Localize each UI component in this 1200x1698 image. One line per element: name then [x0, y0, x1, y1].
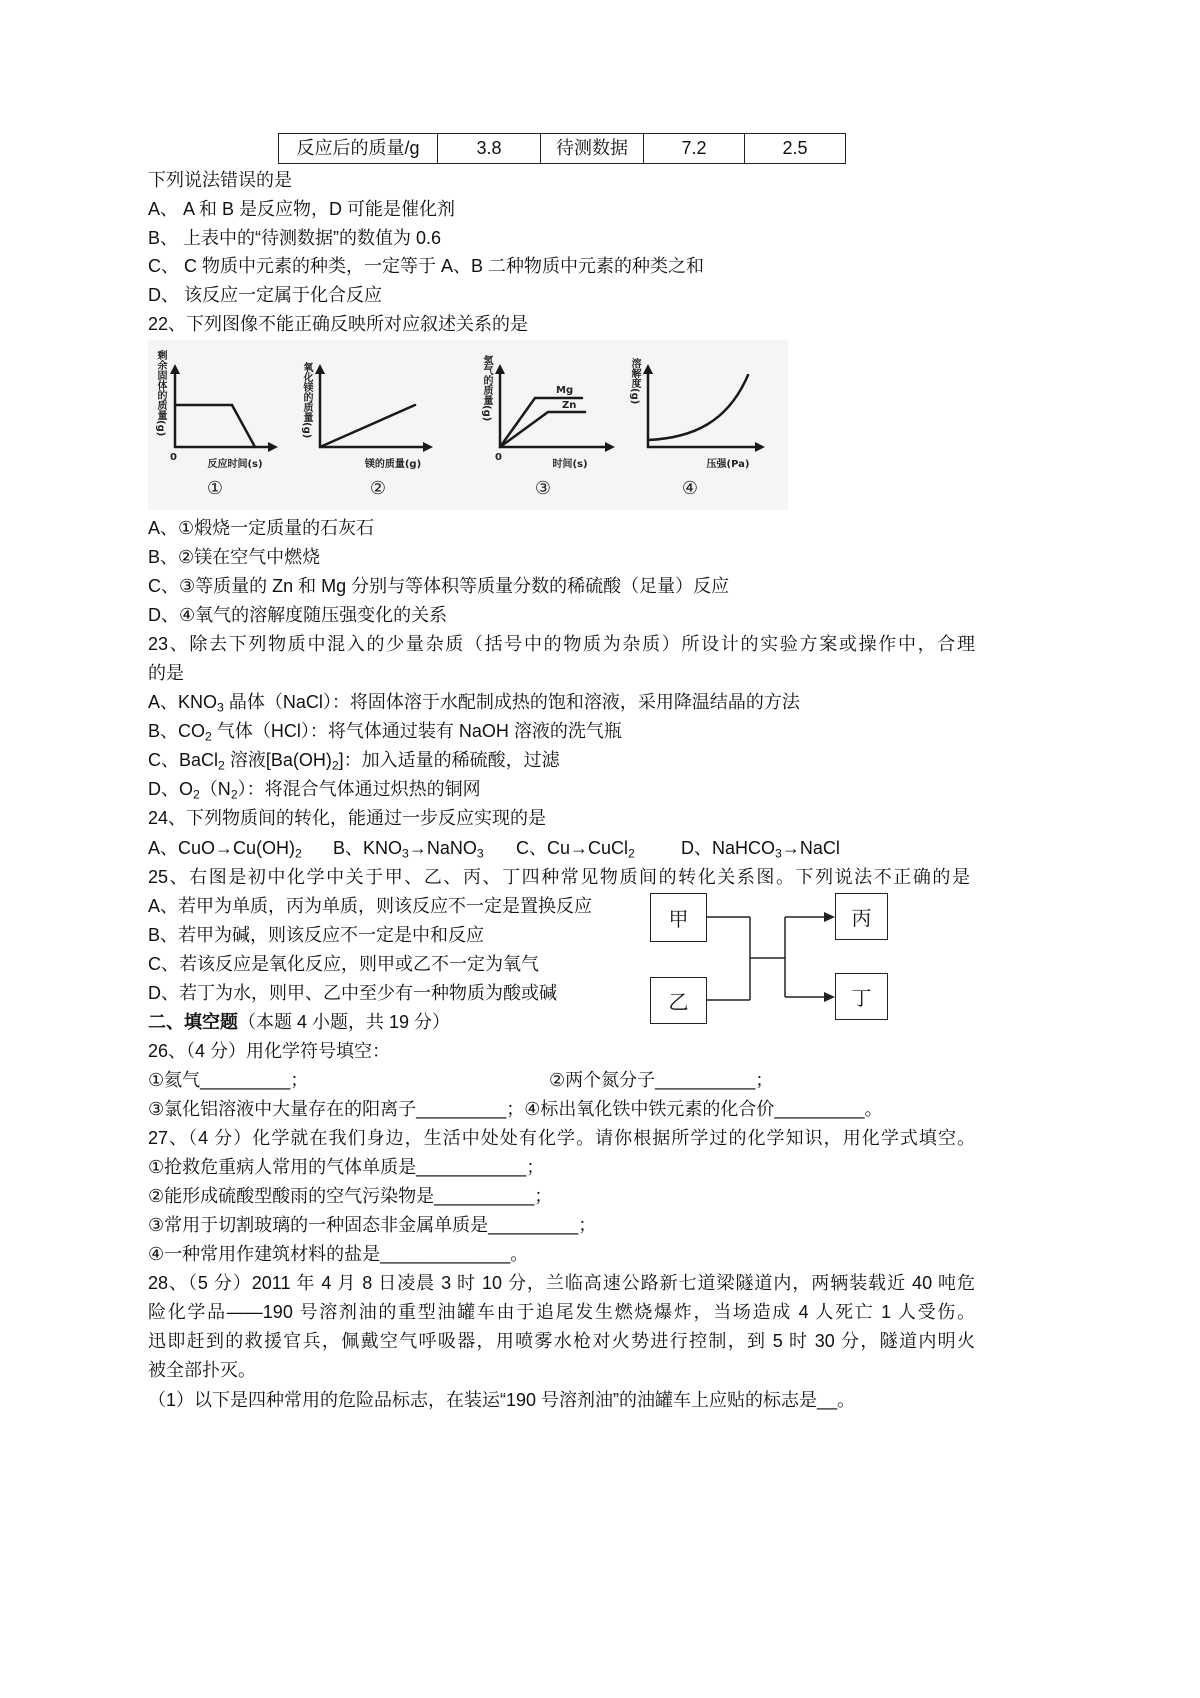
- graph-4-number: ④: [681, 478, 699, 499]
- table-cell: 2.5: [745, 134, 846, 164]
- graph-1-curve: [175, 405, 255, 447]
- subscript: 3: [476, 846, 484, 861]
- subscript: 3: [217, 700, 224, 715]
- text-segment: C、Cu→CuCl: [516, 838, 629, 858]
- arrow-right-icon: [824, 992, 835, 1002]
- q21-stem: 下列说法错误的是: [148, 170, 292, 190]
- q21-option-b: B、 上表中的“待测数据”的数值为 0.6: [148, 228, 442, 248]
- subscript: 2: [218, 758, 225, 773]
- q22-option-b: B、②镁在空气中燃烧: [148, 547, 321, 567]
- q25-box-yi: 乙: [650, 977, 707, 1024]
- text-segment: 气体（HCl）：将气体通过装有 NaOH 溶液的洗气瓶: [211, 721, 622, 741]
- graph-3-series-mg: Mg: [556, 385, 574, 396]
- text-segment: 晶体（NaCl）：将固体溶于水配制成热的饱和溶液，采用降温结晶的方法: [223, 692, 800, 712]
- q22-graphs-drawing: [148, 340, 788, 510]
- text-segment: 溶液[Ba(OH): [224, 750, 332, 770]
- section-2-heading: [148, 1008, 450, 1037]
- arrow-right-icon: [605, 442, 615, 452]
- text-segment: D、NaHCO: [681, 838, 776, 858]
- subscript: 2: [230, 787, 238, 802]
- q27-item-3: ③常用于切割玻璃的一种固态非金属单质是_________；: [148, 1215, 597, 1235]
- text-segment: ]：加入适量的稀硫酸，过滤: [338, 750, 560, 770]
- section-2-title: 二、填空题: [148, 1012, 238, 1032]
- table-row: [279, 134, 846, 164]
- q28-subquestion-1: （1）以下是四种常用的危险品标志，在装运“190 号溶剂油”的油罐车上应贴的标志是__。: [148, 1390, 856, 1410]
- q22-stem: 22、下列图像不能正确反映所对应叙述关系的是: [148, 314, 529, 334]
- q26-item-2: ②两个氮分子__________；: [549, 1070, 774, 1090]
- arrow-right-icon: [268, 442, 278, 452]
- q22-option-a: A、①煅烧一定质量的石灰石: [148, 518, 375, 538]
- graph-2-xlabel: 镁的质量(g): [364, 459, 422, 470]
- text-segment: （N: [199, 779, 231, 799]
- graph-3-series-zn: Zn: [562, 400, 577, 411]
- section-2-note: （本题 4 小题，共 19 分）: [238, 1012, 451, 1032]
- arrow-up-icon: [495, 364, 505, 374]
- table-cell: 3.8: [438, 134, 541, 164]
- q25-stem: 25、右图是初中化学中关于甲、乙、丙、丁四种常见物质间的转化关系图。下列说法不正确的是: [148, 867, 970, 887]
- text-segment: B、KNO: [333, 838, 403, 858]
- graph-2-curve: [320, 405, 415, 447]
- q25-box-jia: 甲: [650, 893, 707, 942]
- arrow-right-icon: [824, 912, 835, 922]
- reaction-mass-table: [278, 133, 846, 164]
- text-segment: A、KNO: [148, 692, 218, 712]
- subscript: 2: [193, 787, 200, 802]
- text-segment: →NaCl: [781, 838, 840, 858]
- graph-1-ylabel: 剩余固体的质量(g): [155, 350, 166, 437]
- q26-item-3-4: ③氯化铝溶液中大量存在的阳离子_________；④标出氧化铁中铁元素的化合价_________。: [148, 1099, 883, 1119]
- q25-option-b: B、若甲为碱，则该反应不一定是中和反应: [148, 925, 485, 945]
- subscript: 3: [402, 846, 409, 861]
- q21-option-a: A、 A 和 B 是反应物，D 可能是催化剂: [148, 199, 456, 219]
- arrow-up-icon: [643, 364, 653, 374]
- q24-option-d: [681, 834, 840, 863]
- q21-option-c: C、 C 物质中元素的种类，一定等于 A、B 二种物质中元素的种类之和: [148, 256, 705, 276]
- graph-3-origin: 0: [495, 452, 502, 463]
- table-row-label: 反应后的质量/g: [279, 134, 438, 164]
- graph-1-number: ①: [206, 478, 224, 499]
- q28-line-1: 28、（5 分）2011 年 4 月 8 日凌晨 3 时 10 分，兰临高速公路新七道梁隧道内，两辆装载近 40 吨危: [148, 1273, 975, 1293]
- graph-4-xlabel: 压强(Pa): [706, 459, 750, 470]
- q24-stem: 24、下列物质间的转化，能通过一步反应实现的是: [148, 808, 547, 828]
- arrow-up-icon: [170, 364, 180, 374]
- graph-3-xlabel: 时间(s): [552, 459, 588, 470]
- arrow-up-icon: [315, 364, 325, 374]
- q25-box-ding: 丁: [835, 973, 888, 1020]
- graph-3-number: ③: [534, 478, 552, 499]
- arrow-right-icon: [423, 442, 433, 452]
- q24-option-b: [333, 834, 484, 863]
- text-segment: C、BaCl: [148, 750, 219, 770]
- q27-item-4: ④一种常用作建筑材料的盐是_____________。: [148, 1244, 529, 1264]
- q28-line-4: 被全部扑灭。: [148, 1360, 256, 1380]
- q23-option-c: [148, 746, 560, 775]
- q23-stem-line-1: 23、除去下列物质中混入的少量杂质（括号中的物质为杂质）所设计的实验方案或操作中，合理: [148, 634, 975, 654]
- graph-4-ylabel: 溶解度(g): [629, 358, 640, 405]
- q25-option-a: A、若甲为单质，丙为单质，则该反应不一定是置换反应: [148, 896, 593, 916]
- text-segment: D、O: [148, 779, 193, 799]
- table-cell: 7.2: [644, 134, 745, 164]
- arrow-right-icon: [755, 442, 765, 452]
- subscript: 2: [295, 846, 302, 861]
- q24-option-a: [148, 834, 302, 863]
- graph-2-ylabel: 氧化镁的质量(g): [301, 362, 312, 439]
- q24-option-c: [516, 834, 635, 863]
- subscript: 3: [775, 846, 782, 861]
- graph-3-ylabel: 氢气的质量(g): [481, 355, 492, 422]
- table-cell: 待测数据: [541, 134, 644, 164]
- text-segment: ）：将混合气体通过炽热的铜网: [237, 779, 481, 799]
- q27-stem: 27、（4 分）化学就在我们身边，生活中处处有化学。请你根据所学过的化学知识，用化学式填空。: [148, 1128, 975, 1148]
- q22-option-d: D、④氧气的溶解度随压强变化的关系: [148, 605, 448, 625]
- q27-item-2: ②能形成硫酸型酸雨的空气污染物是__________；: [148, 1186, 553, 1206]
- subscript: 2: [205, 729, 212, 744]
- graph-1-origin: 0: [170, 452, 177, 463]
- text-segment: A、CuO→Cu(OH): [148, 838, 296, 858]
- q21-option-d: D、 该反应一定属于化合反应: [148, 285, 382, 305]
- graph-4-curve: [648, 375, 748, 440]
- q25-option-d: D、若丁为水，则甲、乙中至少有一种物质为酸或碱: [148, 983, 557, 1003]
- q23-option-b: [148, 717, 622, 746]
- text-segment: →NaNO: [408, 838, 477, 858]
- text-segment: B、CO: [148, 721, 206, 741]
- q26-stem: 26、（4 分）用化学符号填空：: [148, 1041, 391, 1061]
- q28-line-2: 险化学品——190 号溶剂油的重型油罐车由于追尾发生燃烧爆炸，当场造成 4 人死亡 1 人受伤。: [148, 1302, 975, 1322]
- q23-stem-line-2: 的是: [148, 663, 184, 683]
- subscript: 2: [628, 846, 635, 861]
- q28-line-3: 迅即赶到的救援官兵，佩戴空气呼吸器，用喷雾水枪对火势进行控制，到 5 时 30 分，隧道内明火: [148, 1331, 975, 1351]
- graph-2-number: ②: [369, 478, 387, 499]
- q26-item-1: ①氦气_________；: [148, 1070, 309, 1090]
- subscript: 2: [331, 758, 339, 773]
- q22-graphs: [148, 340, 788, 510]
- q23-option-a: [148, 688, 800, 717]
- q25-option-c: C、若该反应是氧化反应，则甲或乙不一定为氧气: [148, 954, 539, 974]
- q23-option-d: [148, 775, 481, 804]
- graph-1-xlabel: 反应时间(s): [207, 459, 263, 470]
- q27-item-1: ①抢救危重病人常用的气体单质是___________；: [148, 1157, 545, 1177]
- q22-option-c: C、③等质量的 Zn 和 Mg 分别与等体积等质量分数的稀硫酸（足量）反应: [148, 576, 730, 596]
- q25-box-bing: 丙: [835, 893, 888, 940]
